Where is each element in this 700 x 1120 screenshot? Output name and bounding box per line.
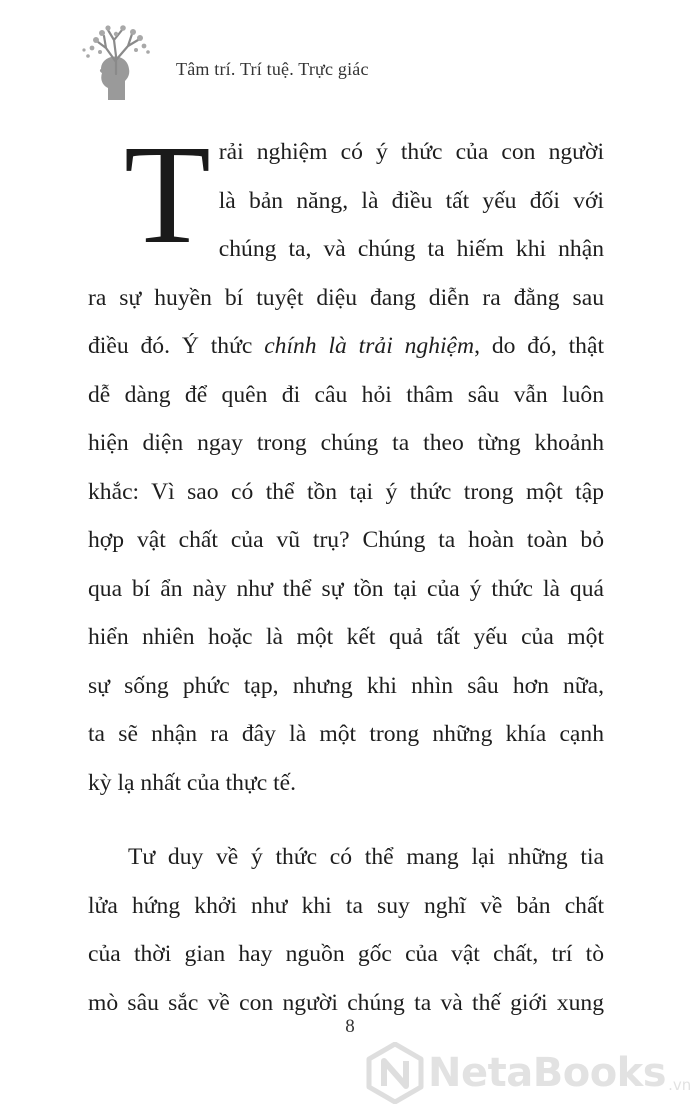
text-line: hợp vật chất của vũ trụ? Chúng ta hoàn toàn bỏ [88, 527, 604, 553]
text-line: hiển nhiên hoặc là một kết quả tất yếu của một [88, 624, 604, 650]
running-head: Tâm trí. Trí tuệ. Trực giác [176, 59, 369, 79]
tree-head-icon [78, 22, 158, 102]
text-line: rải nghiệm có ý thức của con người [218, 139, 604, 165]
watermark-name: NetaBooks [428, 1050, 667, 1096]
text-line [88, 322, 604, 371]
text-line: hiện diện ngay trong chúng ta theo từng khoảnh [88, 430, 604, 456]
netabooks-logo-icon [366, 1042, 424, 1104]
text-segment: , do đó, thật [474, 333, 605, 359]
body-text [88, 115, 605, 1027]
text-line: ta sẽ nhận ra đây là một trong những khía cạnh [88, 721, 604, 747]
paragraph-2 [88, 833, 604, 1027]
text-line: sự sống phức tạp, nhưng khi nhìn sâu hơn nữa, [88, 672, 604, 699]
text-line: khắc: Vì sao có thể tồn tại ý thức trong một tập [88, 478, 604, 505]
page-number: 8 [345, 1016, 355, 1037]
page-header [78, 22, 158, 102]
text-line: lửa hứng khởi như khi ta suy nghĩ về bản chất [88, 892, 604, 919]
italic-emphasis: chính là trải nghiệm [264, 333, 475, 359]
paragraph-1 [88, 115, 605, 807]
watermark [366, 1042, 691, 1104]
watermark-suffix: .vn [668, 1076, 692, 1094]
text-segment: điều đó. Ý thức [88, 333, 265, 359]
text-line: kỳ lạ nhất của thực tế. [88, 769, 297, 796]
text-line: dễ dàng để quên đi câu hỏi thâm sâu vẫn luôn [88, 381, 604, 408]
text-line: của thời gian hay nguồn gốc của vật chất, trí tò [88, 941, 604, 967]
drop-cap: T [124, 115, 211, 273]
text-line: ra sự huyền bí tuyệt diệu đang diễn ra đằng sau [88, 284, 604, 311]
text-line: Tư duy về ý thức có thể mang lại những tia [128, 844, 604, 870]
text-line: là bản năng, là điều tất yếu đối với [218, 187, 604, 214]
text-line: chúng ta, và chúng ta hiếm khi nhận [218, 236, 604, 262]
text-line: qua bí ẩn này như thể sự tồn tại của ý thức là quá [88, 575, 604, 602]
text-line: mò sâu sắc về con người chúng ta và thế giới xung [88, 989, 604, 1016]
